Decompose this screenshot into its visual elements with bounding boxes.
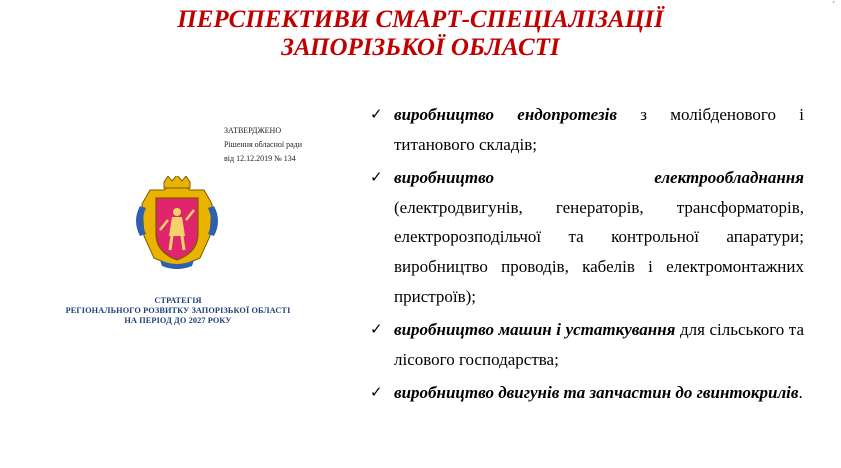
slide-title xyxy=(0,6,841,62)
bullet-3-text: для сільського та лісового господарства; xyxy=(394,320,804,369)
zaporizhzhia-coat-of-arms-icon xyxy=(132,176,222,271)
bullet-4-text: . xyxy=(798,383,803,403)
bullet-2-heading xyxy=(394,163,804,193)
strategy-subtitle: РЕГІОНАЛЬНОГО РОЗВИТКУ ЗАПОРІЗЬКОЇ ОБЛАСТІ xyxy=(65,306,291,315)
approval-decision: Рішення обласної ради xyxy=(224,140,302,149)
list-item xyxy=(370,315,804,374)
list-item xyxy=(370,100,804,159)
approval-block xyxy=(224,124,302,166)
smart-specialization-list xyxy=(370,100,804,412)
slide-title-line-1: ПЕРСПЕКТИВИ СМАРТ-СПЕЦІАЛІЗАЦІЇ xyxy=(177,6,664,33)
list-item xyxy=(370,163,804,311)
slide-title-line-2: ЗАПОРІЗЬКОЇ ОБЛАСТІ xyxy=(281,34,560,61)
checkmark-icon: ✓ xyxy=(370,320,383,339)
approval-date: від 12.12.2019 № 134 xyxy=(224,154,296,163)
bullet-1-text: з молібденового і титанового складів; xyxy=(394,105,804,154)
bullet-1-emphasis: виробництво ендопротезів xyxy=(394,105,617,124)
bullet-2-emphasis-a: виробництво xyxy=(394,168,494,188)
corner-mark: ´ xyxy=(832,0,835,10)
bullet-3-emphasis: виробництво машин і устаткування xyxy=(394,320,676,340)
bullet-2-text: (електродвигунів, генераторів, трансформаторів, електророзподільчої та контрольної апаратури; виробництво проводів, кабелів і електромонтажних пристроїв); xyxy=(394,197,804,306)
bullet-4-emphasis: виробництво двигунів та запчастин до гвинтокрилів xyxy=(394,383,799,403)
checkmark-icon: ✓ xyxy=(370,105,383,123)
checkmark-icon: ✓ xyxy=(370,168,383,187)
strategy-period: НА ПЕРІОД ДО 2027 РОКУ xyxy=(124,316,232,325)
strategy-title: СТРАТЕГІЯ xyxy=(154,296,202,305)
approval-stamp: ЗАТВЕРДЖЕНО xyxy=(224,126,282,135)
strategy-heading xyxy=(56,296,300,326)
bullet-2-emphasis-b: електрообладнання xyxy=(654,168,804,188)
list-item xyxy=(370,378,804,408)
checkmark-icon: ✓ xyxy=(370,383,383,402)
